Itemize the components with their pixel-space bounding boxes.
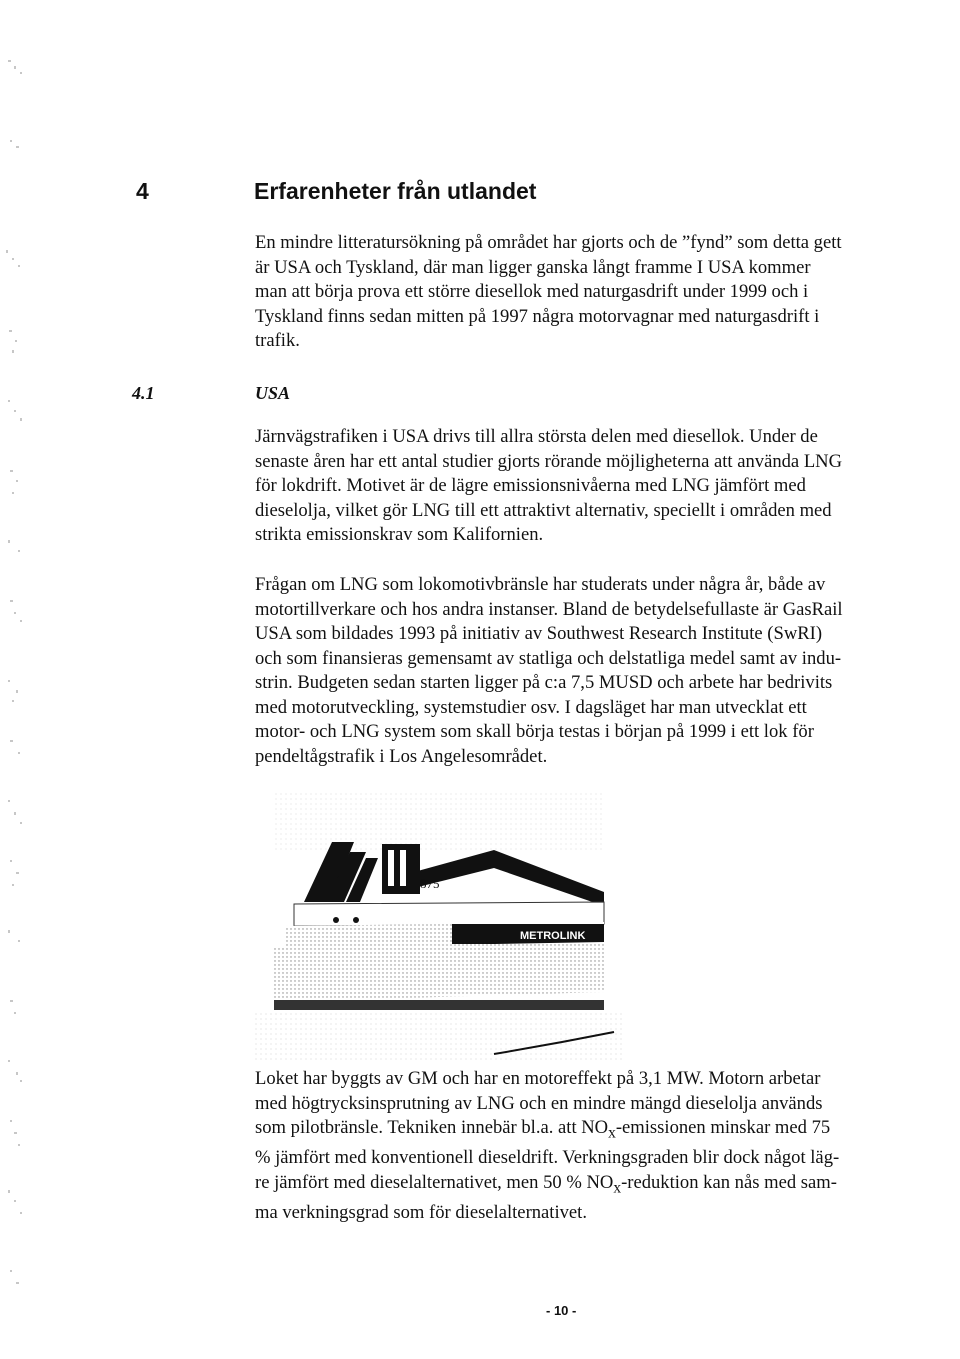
text-line: för lokdrift. Motivet är de lägre emissionsnivåerna med LNG jämfört med: [255, 475, 806, 496]
chapter-number: 4: [136, 178, 149, 204]
intro-paragraph: [255, 231, 880, 354]
locomotive-side-text: METROLINK: [520, 930, 586, 942]
text-line: dieselolja, vilket gör LNG till ett attraktivt alternativ, speciellt i områden med: [255, 499, 832, 521]
text-line: Frågan om LNG som lokomotivbränsle har studerats under några år, både av: [255, 574, 826, 595]
nox-subscript: x: [608, 1124, 616, 1142]
section-title: USA: [255, 383, 291, 403]
text-line: Loket har byggts av GM och har en motoreffekt på 3,1 MW. Motorn arbetar: [255, 1068, 821, 1089]
text-line: % jämfört med konventionell dieseldrift. Verkningsgraden blir dock något läg-: [255, 1147, 840, 1169]
locomotive-photo: [254, 792, 622, 1060]
scan-edge-noise: [0, 0, 48, 1359]
text-line: En mindre litteratursökning på området har gjorts och de ”fynd” som detta gett: [255, 232, 842, 253]
text-line: med motorutveckling, systemstudier osv. I dagsläget har man utvecklat ett: [255, 696, 807, 718]
locomotive-paragraph: [255, 1067, 880, 1225]
text-line: ma verkningsgrad som för dieselalternativet.: [255, 1201, 588, 1223]
locomotive-number: 875: [420, 876, 440, 891]
text-line: Tyskland finns sedan mitten på 1997 några motorvagnar med naturgasdrift i: [255, 305, 820, 327]
text-line: strin. Budgeten sedan starten ligger på c:a 7,5 MUSD och arbete har bedrivits: [255, 672, 833, 693]
text-line: USA som bildades 1993 på initiativ av Southwest Research Institute (SwRI): [255, 623, 823, 644]
usa-paragraph-1: [255, 425, 880, 548]
text-line: som pilotbränsle. Tekniken innebär bl.a. att $NO_x$-emissionen minskar med 75: [255, 1117, 831, 1142]
text-line: senaste åren har ett antal studier gjorts rörande möjligheterna att använda LNG: [255, 450, 843, 472]
text-line: motor- och LNG system som skall börja testas i början på 1999 i ett lok för: [255, 721, 814, 742]
section-number: 4.1: [132, 383, 155, 403]
text-line: trafik.: [255, 330, 300, 351]
text-line: pendeltågstrafik i Los Angelesområdet.: [255, 745, 548, 767]
text-line: strikta emissionskrav som Kalifornien.: [255, 524, 544, 545]
text-line: med högtrycksinsprutning av LNG och en mindre mängd dieselolja används: [255, 1092, 823, 1114]
nox-subscript: x: [613, 1179, 622, 1197]
text-line: och som finansieras gemensamt av statliga och delstatliga medel samt av indu-: [255, 647, 842, 669]
page-number: - 10 -: [546, 1303, 577, 1318]
chapter-title: Erfarenheter från utlandet: [254, 178, 537, 204]
text-line: re jämfört med dieselalternativet, men 50 % $NO_x$-reduktion kan nås med sam-: [255, 1171, 837, 1197]
usa-paragraph-2: [255, 573, 880, 769]
text-line: man att börja prova ett större diesellok med naturgasdrift under 1999 och i: [255, 281, 809, 302]
text-line: är USA och Tyskland, där man ligger ganska långt framme I USA kommer: [255, 256, 811, 278]
text-line: motortillverkare och hos andra instanser. Bland de betydelsefullaste är GasRail: [255, 598, 843, 620]
text-line: Järnvägstrafiken i USA drivs till allra största delen med diesellok. Under de: [255, 426, 818, 447]
